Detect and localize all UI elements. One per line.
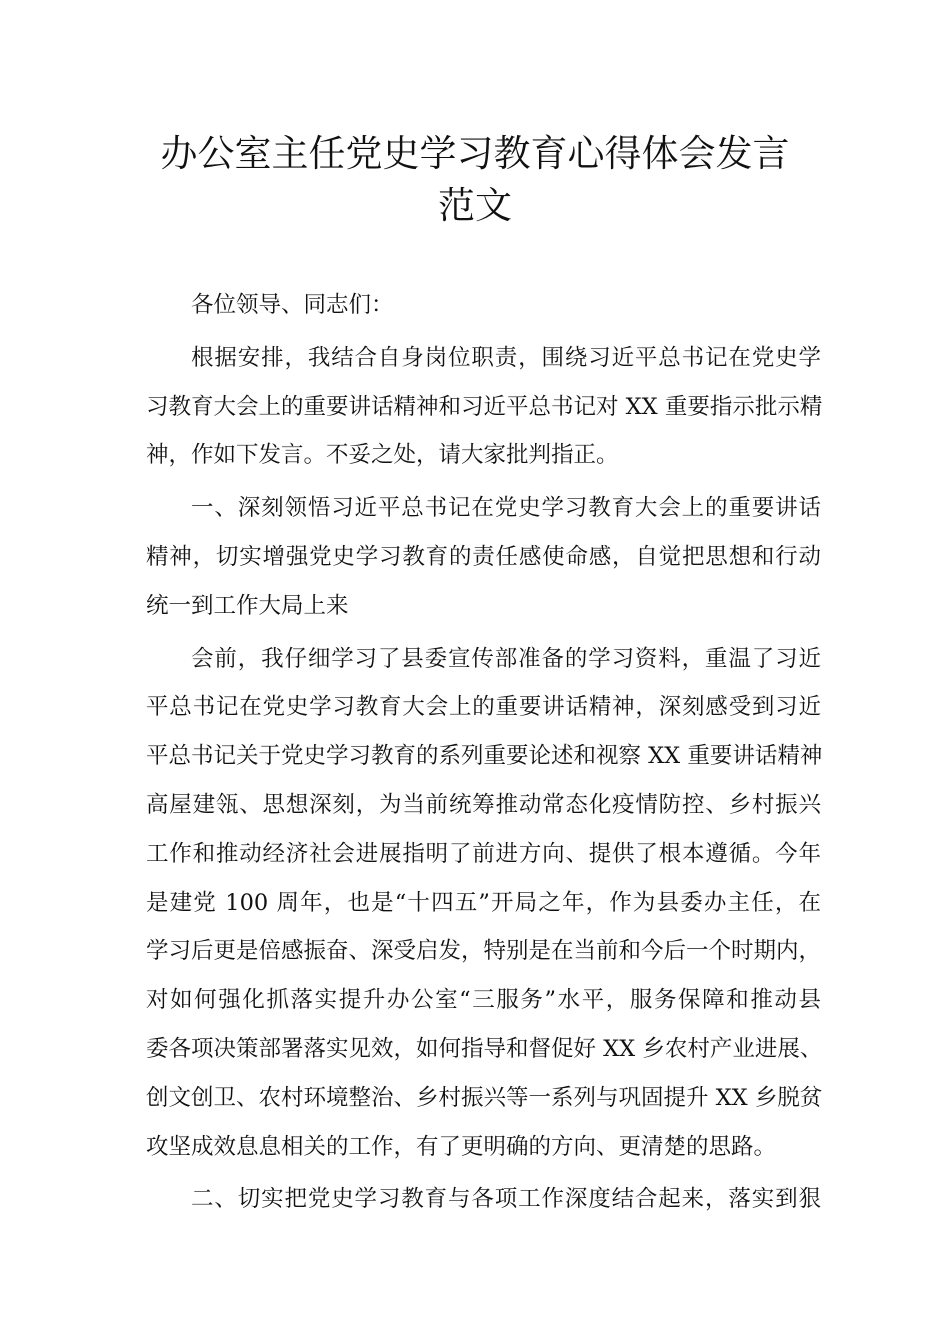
document-title xyxy=(0,128,950,232)
paragraph-2-heading xyxy=(146,484,821,630)
paragraph-line: 对如何强化抓落实提升办公室“三服务”水平，服务保障和推动县 xyxy=(146,987,821,1014)
paragraph-line: 攻坚成效息息相关的工作，有了更明确的方向、更清楚的思路。 xyxy=(146,1133,777,1160)
paragraph-line: 高屋建瓴、思想深刻，为当前统筹推动常态化疫情防控、乡村振兴 xyxy=(146,791,821,818)
paragraph-line: 会前，我仔细学习了县委宣传部准备的学习资料，重温了习近 xyxy=(191,645,821,672)
paragraph-line: 神，作如下发言。不妥之处，请大家批判指正。 xyxy=(146,442,619,469)
paragraph-line: 委各项决策部署落实见效，如何指导和督促好 XX 乡农村产业进展、 xyxy=(146,1035,823,1062)
paragraph-line: 工作和推动经济社会进展指明了前进方向、提供了根本遵循。今年 xyxy=(146,840,821,867)
paragraph-line: 平总书记在党史学习教育大会上的重要讲话精神，深刻感受到习近 xyxy=(146,694,821,721)
paragraph-4-heading xyxy=(146,1175,821,1224)
paragraph-line: 平总书记关于党史学习教育的系列重要论述和视察 XX 重要讲话精神 xyxy=(146,743,823,770)
paragraph-1 xyxy=(146,334,821,480)
paragraph-line: 统一到工作大局上来 xyxy=(146,592,349,619)
paragraph-line: 习教育大会上的重要讲话精神和习近平总书记对 XX 重要指示批示精 xyxy=(146,393,823,420)
title-line-1: 办公室主任党史学习教育心得体会发言 xyxy=(160,132,790,175)
paragraph-line: 学习后更是倍感振奋、深受启发，特别是在当前和今后一个时期内， xyxy=(146,938,822,965)
paragraph-line: 根据安排，我结合自身岗位职责，围绕习近平总书记在党史学 xyxy=(191,344,821,371)
title-line-2: 范文 xyxy=(438,184,512,227)
paragraph-3 xyxy=(146,635,821,1172)
document-body xyxy=(146,281,821,1224)
paragraph-line: 是建党 100 周年，也是“十四五”开局之年，作为县委办主任，在 xyxy=(146,889,821,916)
paragraph-line: 一、深刻领悟习近平总书记在党史学习教育大会上的重要讲话 xyxy=(191,495,821,522)
salutation: 各位领导、同志们： xyxy=(191,292,394,318)
paragraph-line: 二、切实把党史学习教育与各项工作深度结合起来，落实到狠 xyxy=(191,1186,821,1213)
paragraph-line: 创文创卫、农村环境整治、乡村振兴等一系列与巩固提升 XX 乡脱贫 xyxy=(146,1084,823,1111)
paragraph-line: 精神，切实增强党史学习教育的责任感使命感，自觉把思想和行动 xyxy=(146,543,821,570)
